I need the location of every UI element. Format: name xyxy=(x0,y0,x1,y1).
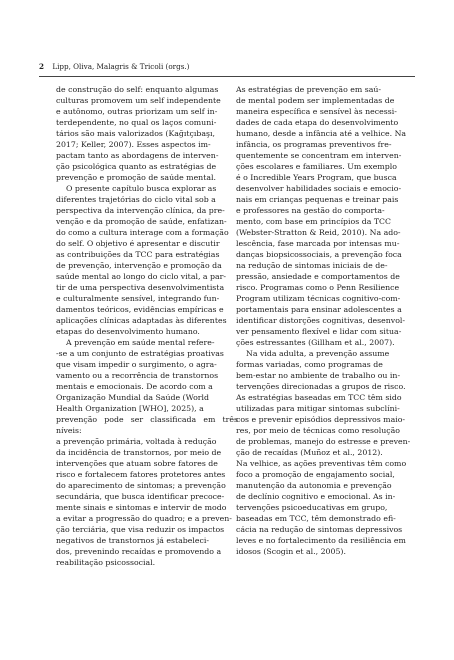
paragraph: Na vida adulta, a prevenção assume formas variadas, como programas de bem-estar no ambiente de trabalho ou in- tervenções direcionadas a grupos de risco. As estratégias baseadas em TCC têm sido utilizadas para mitigar sintomas subclíni- cos e prevenir episódios depressivos maio- res, por meio de técnicas como resolução de problemas, manejo do estresse e preven- ção de recaídas (Muñoz et al., 2012). Na velhice, as ações preventivas têm como foco a promoção de engajamento social, manutenção da autonomia e prevenção de declínio cognitivo e emocional. As in- tervenções psicoeducativas em grupo, baseadas em TCC, têm demonstrado efi- cácia na redução de sintomas depressivos leves e no fortalecimento da resiliência em idosos (Scogin et al., 2005). xyxy=(236,349,411,556)
paragraph: As estratégias de prevenção em saú- de mental podem ser implementadas de maneira específica e sensível às necessi- dades de cada etapa do desenvolvimento humano, desde a infância até a velhice. Na infância, os programas preventivos fre- quentemente se concentram em interven- ções escolares e familiares. Um exemplo é o Incredible Years Program, que busca desenvolver habilidades sociais e emocio- nais em crianças pequenas e treinar pais e professores na gestão do comporta- mento, com base em princípios da TCC (Webster-Stratton & Reid, 2010). Na ado- lescência, fase marcada por intensas mu- danças biopsicossociais, a prevenção foca na redução de sintomas iniciais de de- pressão, ansiedade e comportamentos de risco. Programas como o Penn Resilience Program utilizam técnicas cognitivo-com- portamentais para ensinar adolescentes a identificar distorções cognitivas, desenvol- ver pensamento flexível e lidar com situa- ções estressantes (Gillham et al., 2007). xyxy=(236,85,407,347)
page-number: 2 xyxy=(39,62,45,71)
paragraph: O presente capítulo busca explorar as diferentes trajetórias do ciclo vital sob a perspectiva da intervenção clínica, da pre- venção e da promoção de saúde, enfatizan- do como a cultura interage com a formação do self. O objetivo é apresentar e discutir as contribuições da TCC para estratégias de prevenção, intervenção e promoção da saúde mental ao longo do ciclo vital, a par- tir de uma perspectiva desenvolvimentista e culturalmente sensível, integrando fun- damentos teóricos, evidências empíricas e aplicações clínicas adaptadas às diferentes etapas do desenvolvimento humano. xyxy=(56,184,229,336)
paragraph: de construção do self: enquanto algumas culturas promovem um self independente e autônomo, outras priorizam um self in- terdependente, no qual os laços comuni- tários são mais valorizados (Kağıtçıbaşı, 2017; Keller, 2007). Esses aspectos im- pactam tanto as abordagens de interven- ção psicológica quanto as estratégias de prevenção e promoção de saúde mental. xyxy=(56,85,221,182)
running-header xyxy=(39,62,415,77)
left-column xyxy=(56,84,238,568)
running-head-text: Lipp, Oliva, Malagris & Tricoli (orgs.) xyxy=(52,62,190,71)
paragraph: A prevenção em saúde mental refere- -se a um conjunto de estratégias proativas que visam impedir o surgimento, o agra- vamento ou a recorrência de transtornos mentais e emocionais. De acordo com a Organização Mundial da Saúde (World Health Organization [WHO], 2025), a prevenção pode ser classificada em três níveis: a prevenção primária, voltada à redução da incidência de transtornos, por meio de intervenções que atuam sobre fatores de risco e fortalecem fatores protetores antes do aparecimento de sintomas; a prevenção secundária, que busca identificar precoce- mente sinais e sintomas e intervir de modo a evitar a progressão do quadro; e a preven- ção terciária, que visa reduzir os impactos negativos de transtornos já estabeleci- dos, prevenindo recaídas e promovendo a reabilitação psicossocial. xyxy=(56,338,238,567)
right-column xyxy=(236,84,418,557)
